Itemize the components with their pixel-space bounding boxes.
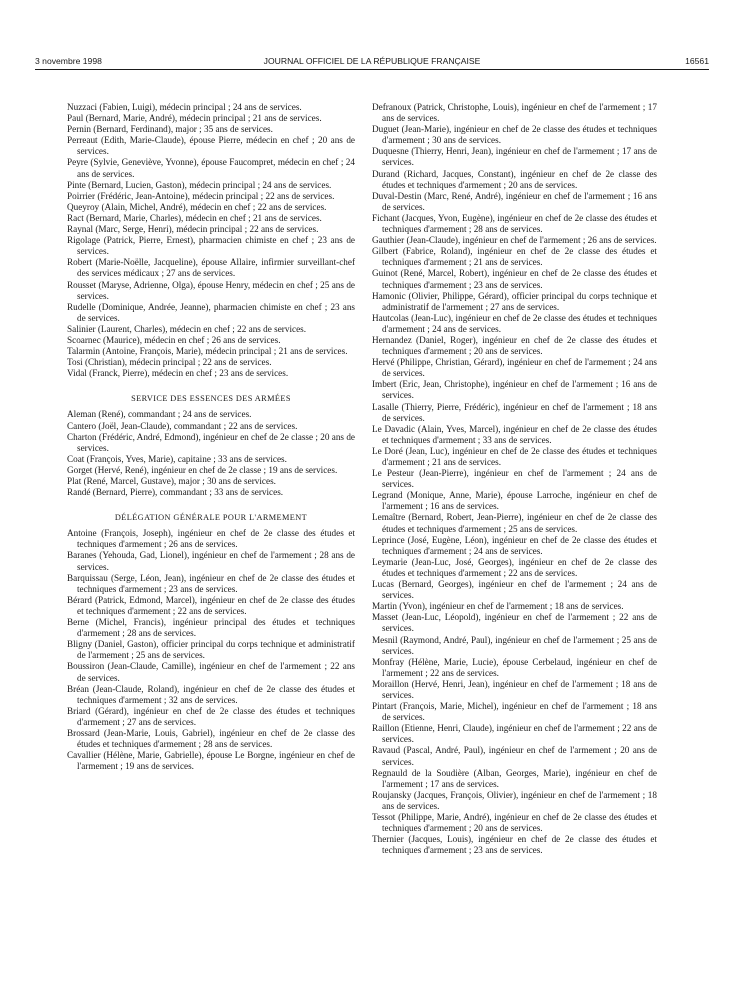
list-entry: Coat (François, Yves, Marie), capitaine ; 33 ans de services. [67,453,287,464]
list-entry: Gauthier (Jean-Claude), ingénieur en chef de l'armement ; 26 ans de services. [372,235,657,246]
list-entry: Imbert (Eric, Jean, Christophe), ingénieur en chef de l'armement ; 16 ans de services. [372,379,657,401]
list-entry: Brossard (Jean-Marie, Louis, Gabriel), ingénieur en chef de 2e classe des études et techniques d'armement ; 28 ans de services. [67,727,355,750]
section-title-essences: SERVICE DES ESSENCES DES ARMÉES [131,394,291,404]
list-entry: Le Doré (Jean, Luc), ingénieur en chef de 2e classe des études et techniques d'armement ; 21 ans de services. [372,445,657,467]
list-entry: Guinot (René, Marcel, Robert), ingénieur en chef de 2e classe des études et techniques d'armement ; 23 ans de services. [372,268,657,290]
list-entry: Raillon (Etienne, Henri, Claude), ingénieur en chef de l'armement ; 22 ans de services. [372,723,657,745]
essences-list [67,409,355,498]
list-entry: Martin (Yvon), ingénieur en chef de l'armement ; 18 ans de services. [372,601,624,612]
header-date: 3 novembre 1998 [35,56,102,66]
armement-left-list [67,528,355,772]
list-entry: Lemaître (Bernard, Robert, Jean-Pierre), ingénieur en chef de 2e classe des études et techniques d'armement ; 25 ans de services. [372,512,657,534]
right-column [372,102,657,856]
list-entry: Hernandez (Daniel, Roger), ingénieur en chef de 2e classe des études et techniques d'armement ; 20 ans de services. [372,334,657,357]
list-entry: Rigolage (Patrick, Pierre, Ernest), pharmacien chimiste en chef ; 23 ans de services. [67,235,355,257]
list-entry: Paul (Bernard, Marie, André), médecin principal ; 21 ans de services. [67,113,322,124]
list-entry: Gorget (Hervé, René), ingénieur en chef de 2e classe ; 19 ans de services. [67,464,338,475]
list-entry: Ravaud (Pascal, André, Paul), ingénieur en chef de l'armement ; 20 ans de services. [372,745,657,767]
section-title-armement: DÉLÉGATION GÉNÉRALE POUR L'ARMEMENT [114,513,308,523]
list-entry: Cavallier (Hélène, Marie, Gabrielle), épouse Le Borgne, ingénieur en chef de l'armement ; 19 ans de services. [67,750,355,772]
header-journal-title: JOURNAL OFFICIEL DE LA RÉPUBLIQUE FRANÇAISE [263,56,481,66]
list-entry: Peyre (Sylvie, Geneviève, Yvonne), épouse Faucompret, médecin en chef ; 24 ans de services. [67,157,355,179]
list-entry: Roujansky (Jacques, François, Olivier), ingénieur en chef de l'armement ; 18 ans de services. [372,789,657,811]
list-entry: Bligny (Daniel, Gaston), officier principal du corps technique et administratif de l'armement ; 25 ans de services. [67,639,355,661]
list-entry: Regnauld de la Soudière (Alban, Georges, Marie), ingénieur en chef de l'armement ; 17 ans de services. [372,767,657,789]
list-entry: Pernin (Bernard, Ferdinand), major ; 35 ans de services. [67,124,273,135]
list-entry: Lucas (Bernard, Georges), ingénieur en chef de l'armement ; 24 ans de services. [372,579,657,601]
list-entry: Queyroy (Alain, Michel, André), médecin en chef ; 22 ans de services. [67,201,327,212]
list-entry: Barquissau (Serge, Léon, Jean), ingénieur en chef de 2e classe des études et techniques d'armement ; 23 ans de services. [67,572,355,594]
list-entry: Raynal (Marc, Serge, Henri), médecin principal ; 22 ans de services. [67,224,319,235]
list-entry: Hautcolas (Jean-Luc), ingénieur en chef de 2e classe des études et techniques d'armement ; 24 ans de services. [372,312,657,334]
list-entry: Monfray (Hélène, Marie, Lucie), épouse Cerbelaud, ingénieur en chef de l'armement ; 22 ans de services. [372,656,657,678]
list-entry: Perreaut (Edith, Marie-Claude), épouse Pierre, médecin en chef ; 20 ans de services. [67,135,355,157]
list-entry: Moraillon (Hervé, Henri, Jean), ingénieur en chef de l'armement ; 18 ans de services. [372,678,657,700]
header-page-number: 16561 [685,56,709,66]
list-entry: Gilbert (Fabrice, Roland), ingénieur en chef de 2e classe des études et techniques d'armement ; 21 ans de services. [372,246,657,268]
list-entry: Thernier (Jacques, Louis), ingénieur en chef de 2e classe des études et techniques d'armement ; 23 ans de services. [372,834,657,856]
list-entry: Boussiron (Jean-Claude, Camille), ingénieur en chef de l'armement ; 22 ans de services. [67,661,355,683]
list-entry: Randé (Bernard, Pierre), commandant ; 33 ans de services. [67,487,284,498]
list-entry: Le Davadic (Alain, Yves, Marcel), ingénieur en chef de 2e classe des études et techniques d'armement ; 33 ans de services. [372,423,657,445]
list-entry: Rudelle (Dominique, Andrée, Jeanne), pharmacien chimiste en chef ; 23 ans de services. [67,301,355,323]
list-entry: Mesnil (Raymond, André, Paul), ingénieur en chef de l'armement ; 25 ans de services. [372,634,657,656]
armement-right-list [372,102,657,856]
list-entry: Tosi (Christian), médecin principal ; 22 ans de services. [67,357,272,368]
list-entry: Duguet (Jean-Marie), ingénieur en chef de 2e classe des études et techniques d'armement ; 30 ans de services. [372,124,657,146]
list-entry: Pinte (Bernard, Lucien, Gaston), médecin principal ; 24 ans de services. [67,179,332,190]
list-entry: Legrand (Monique, Anne, Marie), épouse Larroche, ingénieur en chef de l'armement ; 16 ans de services. [372,490,657,512]
list-entry: Talarmin (Antoine, François, Marie), médecin principal ; 21 ans de services. [67,346,348,357]
list-entry: Le Pesteur (Jean-Pierre), ingénieur en chef de l'armement ; 24 ans de services. [372,468,657,490]
list-entry: Masset (Jean-Luc, Léopold), ingénieur en chef de l'armement ; 22 ans de services. [372,612,657,634]
list-entry: Leprince (José, Eugène, Léon), ingénieur en chef de 2e classe des études et techniques d'armement ; 24 ans de services. [372,534,657,556]
list-entry: Berne (Michel, Francis), ingénieur principal des études et techniques d'armement ; 28 ans de services. [67,617,355,639]
list-entry: Charton (Frédéric, André, Edmond), ingénieur en chef de 2e classe ; 20 ans de services. [67,431,355,453]
list-entry: Pintart (François, Marie, Michel), ingénieur en chef de l'armement ; 18 ans de services. [372,701,657,723]
left-column [67,102,355,772]
list-entry: Poirrier (Frédéric, Jean-Antoine), médecin principal ; 22 ans de services. [67,190,335,201]
list-entry: Hervé (Philippe, Christian, Gérard), ingénieur en chef de l'armement ; 24 ans de services. [372,357,657,379]
list-entry: Defranoux (Patrick, Christophe, Louis), ingénieur en chef de l'armement ; 17 ans de services. [372,102,657,124]
list-entry: Fichant (Jacques, Yvon, Eugène), ingénieur en chef de 2e classe des études et techniques d'armement ; 28 ans de services. [372,212,657,235]
list-entry: Lasalle (Thierry, Pierre, Frédéric), ingénieur en chef de l'armement ; 18 ans de services. [372,401,657,423]
list-entry: Bérard (Patrick, Edmond, Marcel), ingénieur en chef de 2e classe des études et techniques d'armement ; 22 ans de services. [67,594,355,616]
list-entry: Leymarie (Jean-Luc, José, Georges), ingénieur en chef de 2e classe des études et techniques d'armement ; 22 ans de services. [372,556,657,578]
list-entry: Scoarnec (Maurice), médecin en chef ; 26 ans de services. [67,334,281,345]
list-entry: Briard (Gérard), ingénieur en chef de 2e classe des études et techniques d'armement ; 27 ans de services. [67,705,355,727]
list-entry: Bréan (Jean-Claude, Roland), ingénieur en chef de 2e classe des études et techniques d'armement ; 32 ans de services. [67,683,355,705]
list-entry: Robert (Marie-Noëlle, Jacqueline), épouse Allaire, infirmier surveillant-chef des services médicaux ; 27 ans de services. [67,257,355,279]
list-entry: Aleman (René), commandant ; 24 ans de services. [67,409,252,420]
list-entry: Hamonic (Olivier, Philippe, Gérard), officier principal du corps technique et administratif de l'armement ; 27 ans de services. [372,290,657,312]
list-entry: Tessot (Philippe, Marie, André), ingénieur en chef de 2e classe des études et techniques d'armement ; 20 ans de services. [372,812,657,834]
list-entry: Plat (René, Marcel, Gustave), major ; 30 ans de services. [67,476,276,486]
list-entry: Salinier (Laurent, Charles), médecin en chef ; 22 ans de services. [67,323,307,334]
left-top-list [67,102,355,379]
list-entry: Antoine (François, Joseph), ingénieur en chef de 2e classe des études et techniques d'armement ; 26 ans de services. [67,528,355,550]
header-rule [35,69,709,70]
list-entry: Baranes (Yehouda, Gad, Lionel), ingénieur en chef de l'armement ; 28 ans de services. [67,550,355,572]
page-header [35,56,709,70]
list-entry: Duval-Destin (Marc, René, André), ingénieur en chef de l'armement ; 16 ans de services. [372,190,657,212]
list-entry: Rousset (Maryse, Adrienne, Olga), épouse Henry, médecin en chef ; 25 ans de services. [67,279,355,301]
list-entry: Ract (Bernard, Marie, Charles), médecin en chef ; 21 ans de services. [67,212,322,223]
list-entry: Nuzzaci (Fabien, Luigi), médecin principal ; 24 ans de services. [67,102,302,112]
list-entry: Vidal (Franck, Pierre), médecin en chef ; 23 ans de services. [67,368,289,379]
list-entry: Durand (Richard, Jacques, Constant), ingénieur en chef de 2e classe des études et techniques d'armement ; 20 ans de services. [372,168,657,190]
list-entry: Duquesne (Thierry, Henri, Jean), ingénieur en chef de l'armement ; 17 ans de services. [372,146,657,168]
list-entry: Cantero (Joël, Jean-Claude), commandant ; 22 ans de services. [67,420,298,431]
